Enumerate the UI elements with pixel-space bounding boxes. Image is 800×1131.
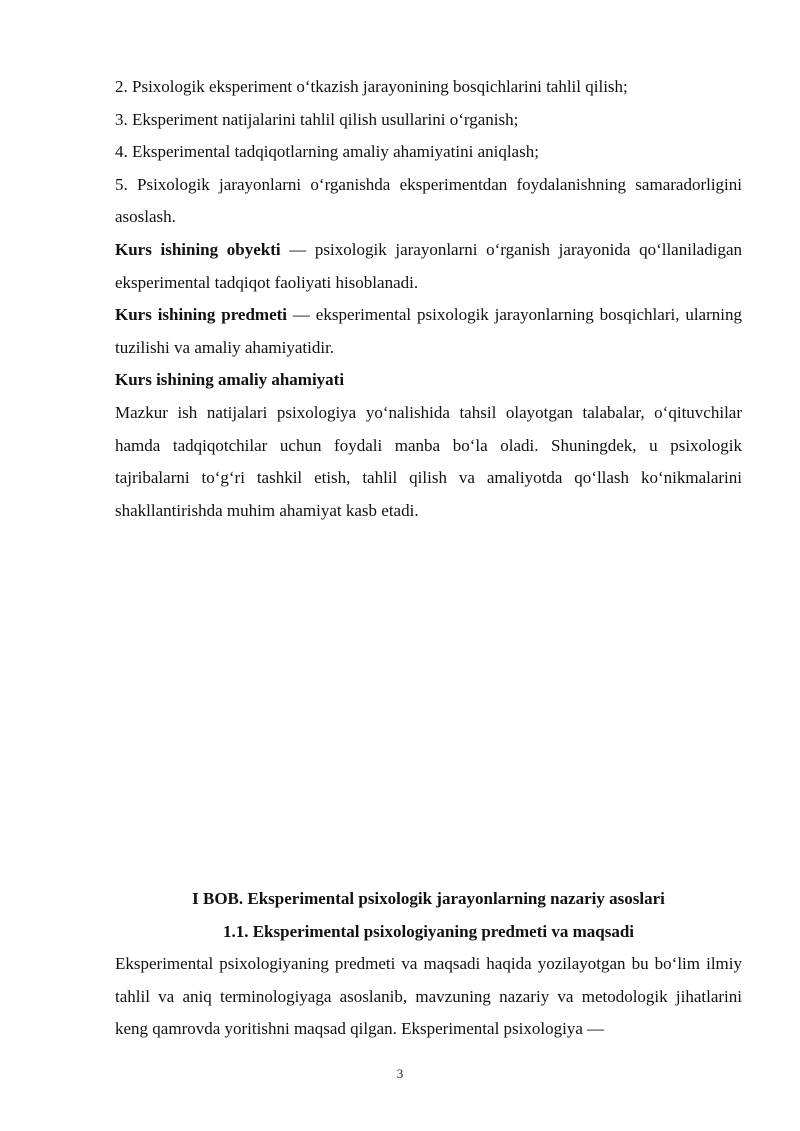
chapter-paragraph: Eksperimental psixologiyaning predmeti va maqsadi haqida yozilayotgan bu bo‘lim ilmiy tahlil va aniq terminologiyaga asoslanib, mavzuning nazariy va metodologik jihatlarini keng qamrovda yoritishni maqsad qilgan. Eksperimental psixologiya — <box>115 954 742 1039</box>
chapter-title: I BOB. Eksperimental psixologik jarayonlarning nazariy asoslari <box>192 889 665 908</box>
chapter-section <box>115 883 742 1046</box>
subject-text: — eksperimental psixologik jarayonlarning bosqichlari, ularning tuzilishi va amaliy ahamiyatidir. <box>115 305 742 357</box>
subject-label: Kurs ishining predmeti <box>115 305 288 325</box>
subject-paragraph <box>115 299 742 364</box>
object-paragraph <box>115 234 742 299</box>
practical-heading: Kurs ishining amaliy ahamiyati <box>115 370 345 390</box>
body-top-section <box>115 71 742 527</box>
object-label: Kurs ishining obyekti <box>115 239 281 259</box>
list-item-2: 2. Psixologik eksperiment o‘tkazish jarayonining bosqichlarini tahlil qilish; <box>115 77 628 96</box>
list-item-5: 5. Psixologik jarayonlarni o‘rganishda eksperimentdan foydalanishning samaradorligini asoslash. <box>115 174 742 227</box>
object-text: — psixologik jarayonlarni o‘rganish jarayonida qo‘llaniladigan eksperimental tadqiqot faoliyati hisoblanadi. <box>115 239 742 292</box>
list-item-3: 3. Eksperiment natijalarini tahlil qilish usullarini o‘rganish; <box>115 109 519 129</box>
list-item-4: 4. Eksperimental tadqiqotlarning amaliy ahamiyatini aniqlash; <box>115 142 539 162</box>
page-number: 3 <box>396 1066 404 1081</box>
section-title: 1.1. Eksperimental psixologiyaning predmeti va maqsadi <box>222 921 635 941</box>
practical-paragraph: Mazkur ish natijalari psixologiya yo‘nalishida tahsil olayotgan talabalar, o‘qituvchilar hamda tadqiqotchilar uchun foydali manba bo‘la oladi. Shuningdek, u psixologik tajribalarni to‘g‘ri tashkil etish, tahlil qilish va amaliyotda qo‘llash ko‘nikmalarini shakllantirishda muhim ahamiyat kasb etadi. <box>115 402 742 520</box>
